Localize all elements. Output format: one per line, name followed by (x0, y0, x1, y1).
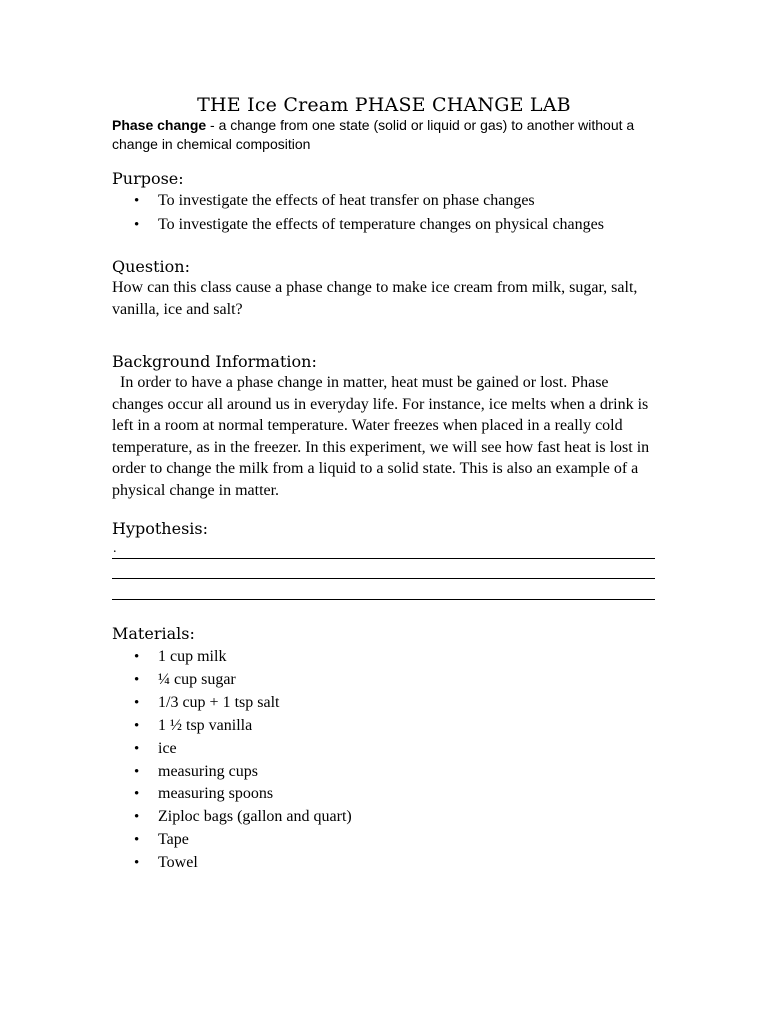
material-item: • measuring cups (112, 761, 352, 784)
bullet-icon: • (134, 740, 140, 757)
bullet-icon: • (134, 809, 140, 826)
page-title: THE Ice Cream PHASE CHANGE LAB (197, 94, 571, 116)
purpose-heading: Purpose: (112, 169, 184, 188)
bullet-icon: • (134, 649, 140, 665)
materials-heading: Materials: (112, 624, 195, 643)
material-item: • ice (112, 738, 352, 761)
background-heading: Background Information: (112, 352, 317, 371)
hypothesis-answer-line (112, 578, 655, 579)
bullet-icon: • (134, 786, 140, 803)
hypothesis-answer-line (112, 558, 655, 559)
bullet-icon: • (134, 717, 140, 734)
material-item: • Ziploc bags (gallon and quart) (112, 806, 352, 829)
definition-text: - a change from one state (solid or liquid or gas) to another without a change in chemical composition (112, 117, 635, 152)
hypothesis-answer-line (112, 599, 655, 600)
hypothesis-mark: . (113, 541, 117, 556)
question-text: How can this class cause a phase change to make ice cream from milk, sugar, salt, vanilla, ice and salt? (112, 279, 638, 318)
bullet-icon: • (134, 694, 140, 711)
definition-term: Phase change (112, 117, 207, 133)
material-item: • 1 cup milk (112, 646, 352, 669)
bullet-icon: • (134, 855, 140, 872)
background-text: In order to have a phase change in matter, heat must be gained or lost. Phase changes occur all around us in everyday life. For instance, ice melts when a drink is left in a room at normal temperature. Water freezes when placed in a really cold temperature, as in the freezer. In this experiment, we will see how fast heat is lost in order to change the milk from a liquid to a solid state. This is also an example of a physical change in matter. (112, 374, 650, 499)
bullet-icon: • (134, 217, 140, 233)
bullet-icon: • (134, 832, 140, 849)
material-item: • 1/3 cup + 1 tsp salt (112, 692, 352, 715)
material-item: • Towel (112, 852, 352, 875)
question-heading: Question: (112, 257, 190, 276)
purpose-item: • To investigate the effects of heat transfer on phase changes (112, 189, 604, 213)
materials-list (112, 646, 352, 875)
material-item: • Tape (112, 829, 352, 852)
purpose-list (112, 189, 604, 237)
purpose-item: • To investigate the effects of temperature changes on physical changes (112, 213, 604, 237)
material-item: • measuring spoons (112, 783, 352, 806)
material-item: • ¼ cup sugar (112, 669, 352, 692)
hypothesis-heading: Hypothesis: (112, 519, 208, 538)
bullet-icon: • (134, 193, 140, 209)
material-item: • 1 ½ tsp vanilla (112, 715, 352, 738)
phase-change-definition (112, 116, 672, 154)
bullet-icon: • (134, 671, 140, 688)
bullet-icon: • (134, 763, 140, 780)
